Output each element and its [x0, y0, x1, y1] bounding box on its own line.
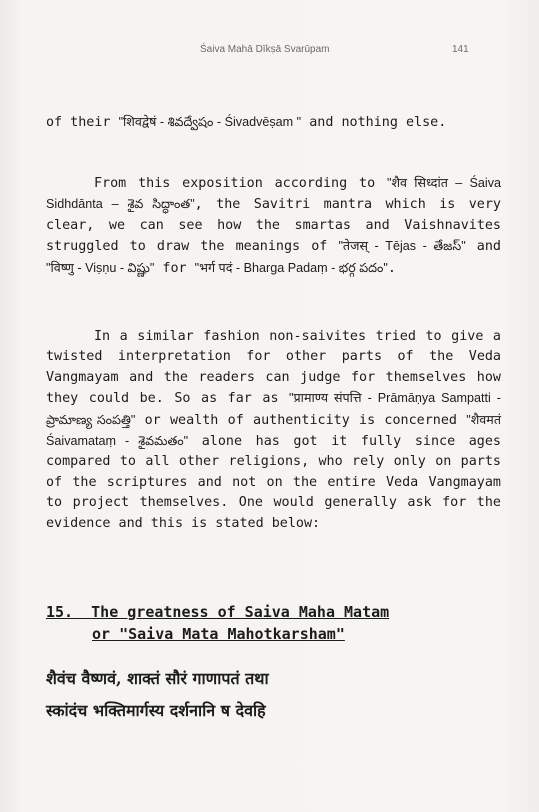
section-heading-line-1: [46, 601, 506, 623]
sanskrit-verse: [46, 668, 506, 722]
term-visnu: "विष्णु - Viṣṇu - విష్ణు": [46, 260, 155, 275]
term-saivamatam: "शैवमतं Śaivamataṃ - శైవమతం": [46, 412, 501, 449]
paragraph-1-text-1: of their: [46, 115, 119, 130]
paragraph-2-text-3: and: [465, 239, 501, 255]
running-header: [0, 44, 539, 58]
term-saiva-sidhdanta: "शैव सिध्दांत – Śaiva Sidhdānta – శైవ సిద్ధాంత": [46, 176, 501, 212]
section-heading: [46, 601, 506, 645]
paragraph-3-text-3: alone has got it fully since ages compared to all other religions, who rely only on parts of the scriptures and not on the entire Veda Vangmayam to project themselves. One would generally ask for the evidence and this is stated below:: [46, 434, 501, 531]
running-title: Śaiva Mahā Dīkṣā Svarūpam: [200, 44, 330, 55]
paragraph-2-text-1: From this exposition according to: [94, 176, 387, 191]
page-number: 141: [452, 44, 469, 55]
section-title-line-2: or "Saiva Mata Mahotkarsham": [92, 625, 345, 643]
paragraph-2-text-5: .: [387, 260, 396, 276]
paragraph-2: [46, 173, 501, 279]
term-pramanya-sampatti: "प्रामाण्य संपत्ति - Prāmāṇya Sampatti - ప్రామాణ్య సంపత్తి": [46, 391, 501, 427]
paragraph-3: [46, 327, 501, 534]
term-sivadvesam: "शिवद्वेषं - శివద్వేషం - Śivadvēṣam ": [118, 115, 302, 129]
paragraph-2-text-4: for: [154, 260, 195, 276]
paragraph-2-text-2: , the Savitri mantra which is very clear, we can see how the smartas and Vaishnavites struggled to draw the meanings of: [46, 197, 501, 255]
section-number: 15.: [46, 603, 74, 621]
paragraph-3-text-2: or wealth of authenticity is concerned: [135, 412, 467, 428]
section-title-line-1: The greatness of Saiva Maha Matam: [91, 603, 390, 621]
paragraph-1-text-2: and nothing else.: [301, 115, 447, 130]
verse-line-2: स्कांदंच भक्तिमार्गस्य दर्शनानि ष देवहि: [46, 701, 266, 720]
term-tejas: "तेजस् - Tējas - తేజస్": [338, 239, 466, 254]
paragraph-3-text-1: In a similar fashion non-saivites tried to give a twisted interpretation for other parts of the Veda Vangmayam and the readers can judge for themselves how they could be. So as far as: [46, 329, 501, 407]
section-heading-line-2: [46, 623, 506, 645]
paragraph-1: [46, 112, 501, 133]
term-bharga-padam: "भर्ग पदं - Bharga Padaṃ - భర్గ పదం": [194, 260, 388, 275]
verse-line-1: शैवंच वैष्णवं, शाक्तं सौरं गाणापतं तथा: [46, 669, 269, 688]
